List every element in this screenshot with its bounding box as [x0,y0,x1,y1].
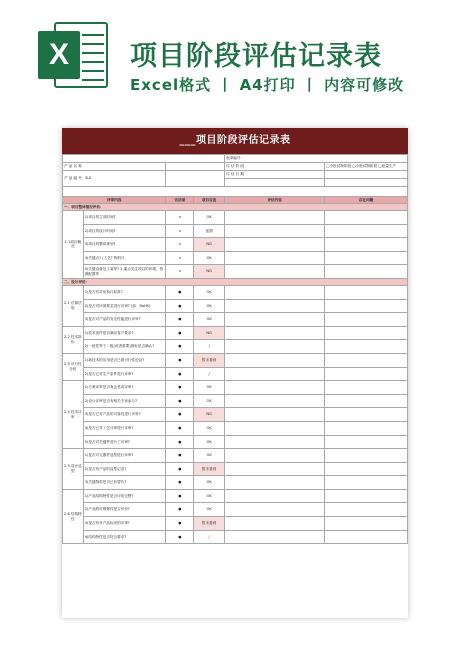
row-selfcheck[interactable]: OK [194,299,225,313]
doc-no-label: 表单编号： [225,155,408,163]
banner-subtitle: Excel格式 丨 A4打印 丨 内容可修改 [130,76,405,94]
group-label: 2.1 法律法规 [63,285,84,326]
row-content: 2)产品的可维修性是否评价? [83,503,166,517]
table-row [63,394,408,408]
row-issues-field[interactable] [325,517,408,531]
row-issues-field[interactable] [325,340,408,354]
row-content: 3)关键物料是否已有替代? [83,476,166,490]
row-selfcheck[interactable]: OK [194,285,225,299]
row-selfcheck[interactable]: NG [194,326,225,340]
row-selfcheck[interactable]: / [194,340,225,354]
section-title: 二、设计评价： [63,278,408,285]
table-row [63,489,408,503]
row-veto: ● [166,476,194,490]
row-assessment-field[interactable] [225,353,325,367]
row-assessment-field[interactable] [225,462,325,476]
row-selfcheck[interactable]: OK [194,449,225,463]
product-no-label: 产 品 编 号：B.0 [63,171,166,187]
row-veto: ● [166,326,194,340]
table-row [63,435,408,449]
row-selfcheck[interactable]: 暂未看到 [194,462,225,476]
row-veto: ● [166,462,194,476]
row-content: 2)一致性等于二级(或者重要)指标是否确认? [83,340,166,354]
table-row [63,251,408,265]
row-veto: ● [166,408,194,422]
row-assessment-field[interactable] [225,394,325,408]
row-selfcheck[interactable]: OK [194,251,225,265]
row-selfcheck[interactable]: OK [194,313,225,327]
row-assessment-field[interactable] [225,489,325,503]
row-selfcheck[interactable]: 暂未看到 [194,353,225,367]
row-assessment-field[interactable] [225,449,325,463]
form-sheet [62,128,408,618]
row-veto: ● [166,394,194,408]
row-assessment-field[interactable] [225,211,325,225]
project-name-field[interactable] [166,163,225,171]
row-veto: ● [166,353,194,367]
banner [0,0,474,110]
row-veto: ● [166,503,194,517]
col-header-issues: 存在问题 [325,197,408,204]
table-row [63,462,408,476]
table-row [63,265,408,279]
row-veto: ● [166,421,194,435]
project-name-label: 产 品 名 称 [63,163,166,171]
row-content: 1)项目的立项时间? [83,211,166,225]
row-assessment-field[interactable] [225,530,325,544]
row-assessment-field[interactable] [225,421,325,435]
row-selfcheck[interactable]: 暂未看到 [194,517,225,531]
row-issues-field[interactable] [325,238,408,252]
table-row [63,285,408,299]
row-veto: ● [166,489,194,503]
group-label: 2.3 可行性分析 [63,353,84,380]
row-content: 3)项目的整体规划? [83,238,166,252]
row-content: 2)项目的设计时间? [83,224,166,238]
row-content: 2)是否对环保要求进行评审? (如：RoHS) [83,299,166,313]
row-content: 3)是否有对产品标识的评审? [83,517,166,531]
row-assessment-field[interactable] [225,503,325,517]
table-row [63,476,408,490]
row-veto: ● [166,367,194,381]
row-veto: ● [166,449,194,463]
row-selfcheck[interactable]: NG [194,238,225,252]
row-issues-field[interactable] [325,251,408,265]
table-row [63,517,408,531]
row-selfcheck[interactable]: OK [194,476,225,490]
col-header-veto: 否决项 [166,197,194,204]
row-assessment-field[interactable] [225,285,325,299]
row-selfcheck[interactable]: OK [194,394,225,408]
row-assessment-field[interactable] [225,517,325,531]
table-header-row [63,197,408,204]
row-assessment-field[interactable] [225,238,325,252]
col-header-selfcheck: 项目自查 [194,197,225,204]
row-assessment-field[interactable] [225,326,325,340]
row-assessment-field[interactable] [225,408,325,422]
table-row [63,367,408,381]
row-assessment-field[interactable] [225,251,325,265]
date-field[interactable] [325,171,408,179]
row-selfcheck[interactable]: OK [194,421,225,435]
row-content: 3)是否对产品的安全性能进行评审? [83,313,166,327]
row-issues-field[interactable] [325,462,408,476]
row-issues-field[interactable] [325,313,408,327]
row-issues-field[interactable] [325,408,408,422]
stage-options[interactable]: □小批试制阶段 □小批试制阶段 □批量生产 [325,163,408,171]
table-row [63,340,408,354]
table-row [63,503,408,517]
row-selfcheck[interactable]: OK [194,489,225,503]
group-label: 2.6 结构特性 [63,489,84,543]
table-row [63,530,408,544]
row-selfcheck[interactable]: OK [194,435,225,449]
row-selfcheck[interactable]: NG [194,408,225,422]
row-veto: ● [166,530,194,544]
row-content: 3)是否已对产品的可靠性进行评审? [83,408,166,422]
stage-label: 评 估 阶 段 [225,163,325,171]
row-assessment-field[interactable] [225,265,325,279]
row-content: 4)是否已对工艺评审进行评审? [83,421,166,435]
row-content: 5)是否对关键件进行了评审? [83,435,166,449]
row-issues-field[interactable] [325,489,408,503]
date-label: 评 估 日 期 [225,171,325,179]
col-header-content: 评审内容 [63,197,166,204]
row-veto: ● [166,517,194,531]
row-issues-field[interactable] [325,367,408,381]
row-issues-field[interactable] [325,394,408,408]
row-selfcheck[interactable]: OK [194,381,225,395]
table-row [63,326,408,340]
table-row [63,353,408,367]
row-content: 1)方案评审是否有会签或评审? [83,381,166,395]
row-assessment-field[interactable] [225,299,325,313]
section-row [63,204,408,211]
row-veto: ● [166,435,194,449]
row-assessment-field[interactable] [225,340,325,354]
table-row [63,381,408,395]
table-row [63,449,408,463]
row-content: 2)是否有产品的选型记录? [83,462,166,476]
group-label: 2.4 技术评审 [63,381,84,449]
row-issues-field[interactable] [325,285,408,299]
section-row [63,278,408,285]
banner-title: 项目阶段评估记录表 [130,41,382,72]
row-selfcheck[interactable]: / [194,367,225,381]
row-content: 4)关键点? (工艺? 物料?) [83,251,166,265]
row-issues-field[interactable] [325,265,408,279]
row-selfcheck[interactable]: 延期 [194,224,225,238]
product-no-field[interactable] [166,171,225,187]
table-row [63,238,408,252]
row-content: 1)新技术的应用是否已做可行性论证? [83,353,166,367]
row-issues-field[interactable] [325,353,408,367]
row-issues-field[interactable] [325,530,408,544]
row-veto: × [166,211,194,225]
row-issues-field[interactable] [325,381,408,395]
row-assessment-field[interactable] [225,381,325,395]
row-content: 1)是否有对应执行标准? [83,285,166,299]
row-veto: ● [166,340,194,354]
col-header-assessment: 评估内容 [225,197,325,204]
row-issues-field[interactable] [325,211,408,225]
group-label: 2.5 设计选型 [63,449,84,490]
form-table [62,154,408,544]
product-no-value: B.0 [85,176,92,181]
row-selfcheck[interactable]: OK [194,211,225,225]
row-content: 5)关键设备及工装等? 1,重点关注项目的环境、资源配置等 [83,265,166,279]
row-veto: ● [166,299,194,313]
row-assessment-field[interactable] [225,476,325,490]
table-row [63,211,408,225]
table-row [63,299,408,313]
row-content: 4)结构特性是否符合要求? [83,530,166,544]
row-selfcheck[interactable]: OK [194,503,225,517]
excel-logo-icon [38,22,108,88]
row-assessment-field[interactable] [225,224,325,238]
excel-logo-letter: X [38,31,80,79]
row-veto: ● [166,381,194,395]
table-row [63,224,408,238]
form-title: ___项目阶段评估记录表 [62,128,408,154]
row-selfcheck[interactable]: / [194,530,225,544]
row-issues-field[interactable] [325,299,408,313]
table-row [63,408,408,422]
row-content: 1)技术条件是否满足客户要求? [83,326,166,340]
row-content: 1)是否对元器件选型进行评审? [83,449,166,463]
section-title: 一、项目整体情况评估： [63,204,408,211]
row-veto: × [166,265,194,279]
row-issues-field[interactable] [325,421,408,435]
row-veto: × [166,251,194,265]
row-issues-field[interactable] [325,476,408,490]
row-veto: ● [166,285,194,299]
row-veto: ● [166,313,194,327]
group-label: 1.1项目概况 [63,211,84,279]
row-veto: × [166,238,194,252]
row-assessment-field[interactable] [225,367,325,381]
row-issues-field[interactable] [325,224,408,238]
row-assessment-field[interactable] [225,313,325,327]
row-issues-field[interactable] [325,449,408,463]
row-assessment-field[interactable] [225,435,325,449]
group-label: 2.2 技术指标 [63,326,84,353]
row-content: 2)是否已对生产条件进行评审? [83,367,166,381]
table-row [63,421,408,435]
row-veto: × [166,224,194,238]
table-row [63,313,408,327]
row-content: 1)产品结构特性是否评估完整? [83,489,166,503]
row-issues-field[interactable] [325,326,408,340]
row-issues-field[interactable] [325,503,408,517]
row-selfcheck[interactable]: NG [194,265,225,279]
row-content: 2)设计评审是否有相关专家参与? [83,394,166,408]
row-issues-field[interactable] [325,435,408,449]
